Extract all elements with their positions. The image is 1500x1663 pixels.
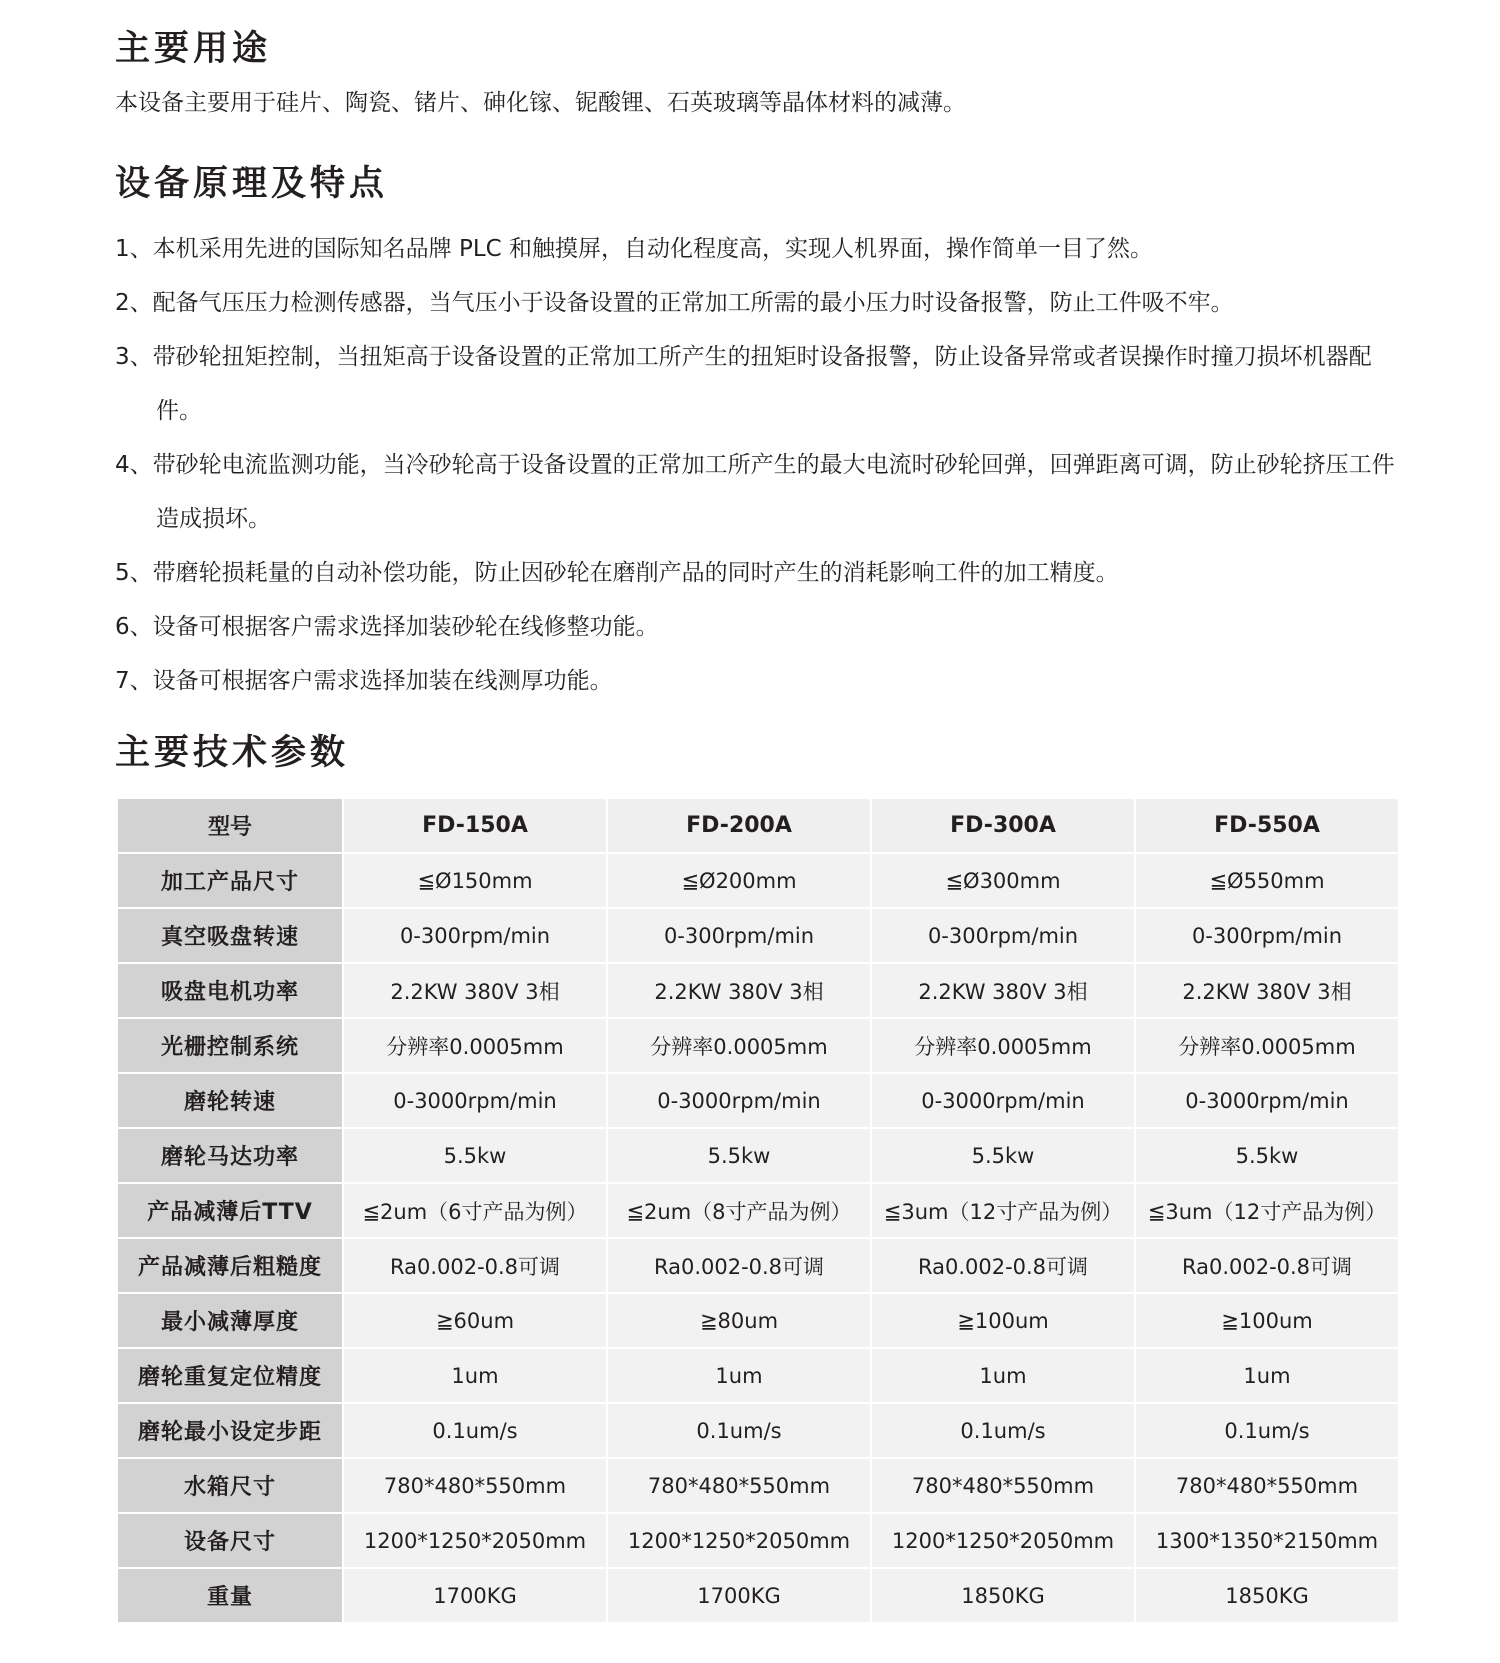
feature-item-3: 3、带砂轮扭矩控制，当扭矩高于设备设置的正常加工所产生的扭矩时设备报警，防止设备异常或者误操作时撞刀损坏机器配件。 [115, 344, 1372, 424]
table-cell: 1um [871, 1348, 1135, 1403]
table-cell: 780*480*550mm [607, 1458, 871, 1513]
table-cell: ≦3um（12寸产品为例） [871, 1183, 1135, 1238]
table-cell: ≧80um [607, 1293, 871, 1348]
table-cell: 2.2KW 380V 3相 [1135, 963, 1399, 1018]
table-header-row [117, 798, 1399, 853]
table-cell: 0-300rpm/min [343, 908, 607, 963]
table-cell: ≦Ø550mm [1135, 853, 1399, 908]
table-cell: 780*480*550mm [343, 1458, 607, 1513]
row-label: 产品减薄后TTV [117, 1183, 343, 1238]
table-cell: ≦Ø150mm [343, 853, 607, 908]
feature-item-4: 4、带砂轮电流监测功能，当冷砂轮高于设备设置的正常加工所产生的最大电流时砂轮回弹，回弹距离可调，防止砂轮挤压工件造成损坏。 [115, 452, 1395, 532]
table-cell: 0.1um/s [343, 1403, 607, 1458]
row-label: 重量 [117, 1568, 343, 1623]
table-cell: 0-300rpm/min [871, 908, 1135, 963]
usage-title: 主要用途 [115, 29, 272, 69]
table-cell: 1700KG [343, 1568, 607, 1623]
table-cell: 0-3000rpm/min [607, 1073, 871, 1128]
header-cell-fd-150a: FD-150A [343, 798, 607, 853]
table-cell: 0-300rpm/min [1135, 908, 1399, 963]
row-label: 磨轮马达功率 [117, 1128, 343, 1183]
table-cell: 分辨率0.0005mm [1135, 1018, 1399, 1073]
table-cell: ≧100um [871, 1293, 1135, 1348]
row-label: 光栅控制系统 [117, 1018, 343, 1073]
table-row [117, 853, 1399, 908]
row-label: 磨轮最小设定步距 [117, 1403, 343, 1458]
row-label: 最小减薄厚度 [117, 1293, 343, 1348]
table-row [117, 1238, 1399, 1293]
row-label: 设备尺寸 [117, 1513, 343, 1568]
params-title: 主要技术参数 [115, 733, 350, 773]
table-cell: 分辨率0.0005mm [607, 1018, 871, 1073]
table-cell: 1700KG [607, 1568, 871, 1623]
row-label: 磨轮转速 [117, 1073, 343, 1128]
row-label: 产品减薄后粗糙度 [117, 1238, 343, 1293]
table-cell: 780*480*550mm [1135, 1458, 1399, 1513]
table-cell: 1um [343, 1348, 607, 1403]
table-cell: 0.1um/s [871, 1403, 1135, 1458]
table-row [117, 1348, 1399, 1403]
row-label: 加工产品尺寸 [117, 853, 343, 908]
table-cell: 2.2KW 380V 3相 [607, 963, 871, 1018]
table-cell: 1850KG [1135, 1568, 1399, 1623]
feature-item-2: 2、配备气压压力检测传感器，当气压小于设备设置的正常加工所需的最小压力时设备报警，防止工件吸不牢。 [115, 290, 1234, 316]
table-cell: 0-3000rpm/min [871, 1073, 1135, 1128]
table-cell: 5.5kw [343, 1128, 607, 1183]
table-cell: 1200*1250*2050mm [607, 1513, 871, 1568]
table-cell: ≧60um [343, 1293, 607, 1348]
table-cell: 0-3000rpm/min [343, 1073, 607, 1128]
table-cell: 分辨率0.0005mm [871, 1018, 1135, 1073]
table-cell: ≦2um（6寸产品为例） [343, 1183, 607, 1238]
table-row [117, 1183, 1399, 1238]
table-cell: 2.2KW 380V 3相 [343, 963, 607, 1018]
table-cell: Ra0.002-0.8可调 [343, 1238, 607, 1293]
table-cell: 1850KG [871, 1568, 1135, 1623]
table-row [117, 1513, 1399, 1568]
table-cell: 0.1um/s [1135, 1403, 1399, 1458]
table-row [117, 1568, 1399, 1623]
table-cell: ≦2um（8寸产品为例） [607, 1183, 871, 1238]
header-cell-fd-200a: FD-200A [607, 798, 871, 853]
table-cell: 0.1um/s [607, 1403, 871, 1458]
row-label: 真空吸盘转速 [117, 908, 343, 963]
table-cell: ≧100um [1135, 1293, 1399, 1348]
table-cell: 0-3000rpm/min [1135, 1073, 1399, 1128]
table-cell: 2.2KW 380V 3相 [871, 963, 1135, 1018]
header-cell-fd-300a: FD-300A [871, 798, 1135, 853]
spec-table [116, 797, 1400, 1624]
row-label: 水箱尺寸 [117, 1458, 343, 1513]
usage-text: 本设备主要用于硅片、陶瓷、锗片、砷化镓、铌酸锂、石英玻璃等晶体材料的减薄。 [115, 90, 966, 116]
table-cell: 0-300rpm/min [607, 908, 871, 963]
table-cell: 分辨率0.0005mm [343, 1018, 607, 1073]
table-cell: 5.5kw [871, 1128, 1135, 1183]
table-row [117, 963, 1399, 1018]
table-cell: Ra0.002-0.8可调 [607, 1238, 871, 1293]
table-cell: 780*480*550mm [871, 1458, 1135, 1513]
row-label: 磨轮重复定位精度 [117, 1348, 343, 1403]
table-cell: 1um [607, 1348, 871, 1403]
table-cell: ≦Ø300mm [871, 853, 1135, 908]
table-row [117, 908, 1399, 963]
header-cell-fd-550a: FD-550A [1135, 798, 1399, 853]
feature-item-6: 6、设备可根据客户需求选择加装砂轮在线修整功能。 [115, 614, 659, 640]
table-row [117, 1018, 1399, 1073]
feature-list [115, 222, 1405, 708]
table-cell: 1200*1250*2050mm [343, 1513, 607, 1568]
table-cell: Ra0.002-0.8可调 [871, 1238, 1135, 1293]
table-cell: 5.5kw [607, 1128, 871, 1183]
feature-item-5: 5、带磨轮损耗量的自动补偿功能，防止因砂轮在磨削产品的同时产生的消耗影响工件的加工精度。 [115, 560, 1119, 586]
header-cell-model: 型号 [117, 798, 343, 853]
table-row [117, 1458, 1399, 1513]
table-cell: 1um [1135, 1348, 1399, 1403]
table-cell: 5.5kw [1135, 1128, 1399, 1183]
table-cell: 1300*1350*2150mm [1135, 1513, 1399, 1568]
feature-item-1: 1、本机采用先进的国际知名品牌 PLC 和触摸屏，自动化程度高，实现人机界面，操作简单一目了然。 [115, 236, 1153, 262]
table-row [117, 1128, 1399, 1183]
principle-title: 设备原理及特点 [115, 164, 389, 204]
table-cell: 1200*1250*2050mm [871, 1513, 1135, 1568]
feature-item-7: 7、设备可根据客户需求选择加装在线测厚功能。 [115, 668, 613, 694]
table-cell: ≦Ø200mm [607, 853, 871, 908]
table-row [117, 1073, 1399, 1128]
table-cell: ≦3um（12寸产品为例） [1135, 1183, 1399, 1238]
table-row [117, 1403, 1399, 1458]
row-label: 吸盘电机功率 [117, 963, 343, 1018]
table-row [117, 1293, 1399, 1348]
table-cell: Ra0.002-0.8可调 [1135, 1238, 1399, 1293]
